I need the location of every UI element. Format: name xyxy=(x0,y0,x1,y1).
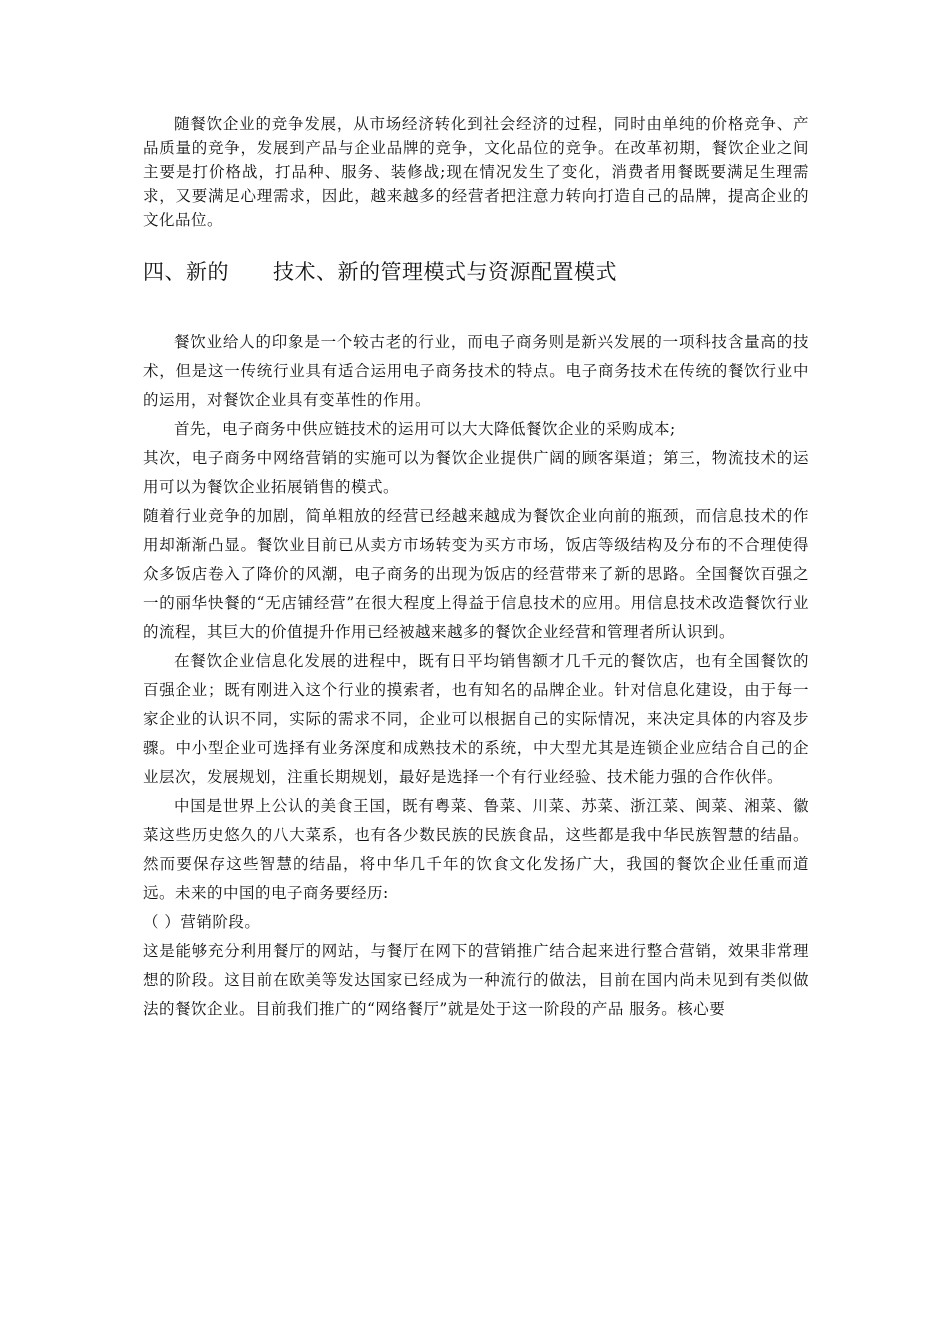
paragraph-competition: 随着行业竞争的加剧，简单粗放的经营已经越来越成为餐饮企业向前的瓶颈，而信息技术的作用却渐渐凸显。餐饮业目前已从卖方市场转变为买方市场，饭店等级结构及分布的不合理使得众多饭店卷入了降价的风潮，电子商务的出现为饭店的经营带来了新的思路。全国餐饮百强之一的丽华快餐的“无店铺经营”在很大程度上得益于信息技术的应用。用信息技术改造餐饮行业的流程，其巨大的价值提升作用已经被越来越多的餐饮企业经营和管理者所认识到。 xyxy=(143,507,809,641)
intro-paragraph: 随餐饮企业的竞争发展，从市场经济转化到社会经济的过程，同时由单纯的价格竞争、产品质量的竞争，发展到产品与企业品牌的竞争，文化品位的竞争。在改革初期，餐饮企业之间主要是打价格战，打品种、服务、装修战;现在情况发生了变化，消费者用餐既要满足生理需求，又要满足心理需求，因此，越来越多的经营者把注意力转向打造自己的品牌，提高企业的文化品位。 xyxy=(143,115,809,229)
paragraph-cuisine: 中国是世界上公认的美食王国，既有粤菜、鲁菜、川菜、苏菜、浙江菜、闽菜、湘菜、徽菜这些历史悠久的八大菜系，也有各少数民族的民族食品，这些都是我中华民族智慧的结晶。然而要保存这些智慧的结晶，将中华几千年的饮食文化发扬广大，我国的餐饮企业任重而道远。未来的中国的电子商务要经历: xyxy=(143,797,809,902)
section-heading-part1: 四、新的 xyxy=(143,260,229,284)
paragraph-informatization: 在餐饮企业信息化发展的进程中，既有日平均销售额才几千元的餐饮店，也有全国餐饮的百强企业；既有刚进入这个行业的摸索者，也有知名的品牌企业。针对信息化建设，由于每一家企业的认识不同，实际的需求不同，企业可以根据自己的实际情况，来决定具体的内容及步骤。中小型企业可选择有业务深度和成熟技术的系统，中大型尤其是连锁企业应结合自己的企业层次，发展规划，注重长期规划，最好是选择一个有行业经验、技术能力强的合作伙伴。 xyxy=(143,652,809,786)
paragraph-marketing-stage: （ ）营销阶段。 xyxy=(143,913,261,931)
paragraph-second-point: 其次，电子商务中网络营销的实施可以为餐饮企业提供广阔的顾客渠道；第三，物流技术的运用可以为餐饮企业拓展销售的模式。 xyxy=(143,449,809,496)
section-heading-part2: 技术、新的管理模式与资源配置模式 xyxy=(273,260,617,284)
section-heading xyxy=(143,258,809,286)
document-body xyxy=(143,112,809,1024)
paragraph-marketing-detail: 这是能够充分利用餐厅的网站，与餐厅在网下的营销推广结合起来进行整合营销，效果非常理想的阶段。这目前在欧美等发达国家已经成为一种流行的做法，目前在国内尚未见到有类似做法的餐饮企业。目前我们推广的“网络餐厅”就是处于这一阶段的产品 服务。核心要 xyxy=(143,942,809,1018)
paragraph-ecommerce-intro: 餐饮业给人的印象是一个较古老的行业，而电子商务则是新兴发展的一项科技含量高的技术，但是这一传统行业具有适合运用电子商务技术的特点。电子商务技术在传统的餐饮行业中的运用，对餐饮企业具有变革性的作用。 xyxy=(143,333,809,409)
paragraph-first-point: 首先，电子商务中供应链技术的运用可以大大降低餐饮企业的采购成本; xyxy=(174,420,676,438)
